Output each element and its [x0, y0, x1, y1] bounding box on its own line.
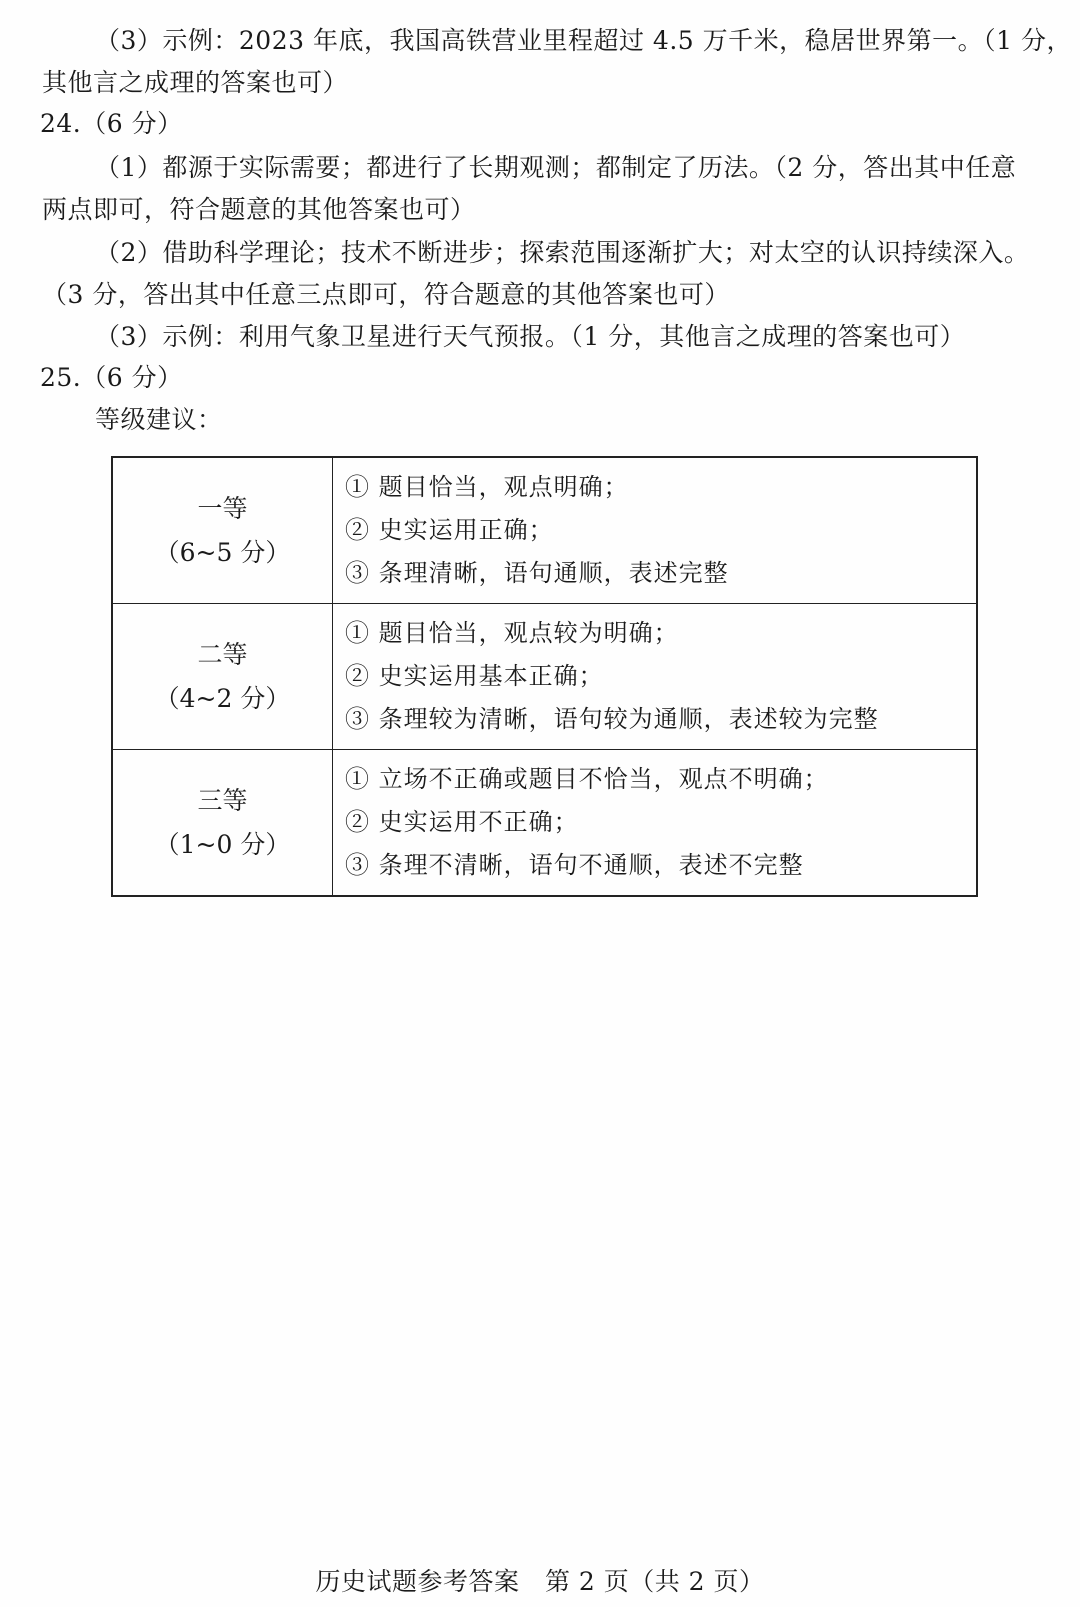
- grade-criteria-cell: [333, 604, 978, 750]
- grade-score-range: （4~2 分）: [154, 683, 291, 713]
- criterion-item: ① 题目恰当，观点明确；: [345, 473, 629, 501]
- criterion-item: ① 立场不正确或题目不恰当，观点不明确；: [345, 765, 829, 793]
- grade-row: [112, 604, 977, 750]
- grading-table: [111, 456, 978, 897]
- q24-part3-line1: （3）示例：利用气象卫星进行天气预报。（1 分，其他言之成理的答案也可）: [95, 322, 966, 351]
- q24-part2-line2: （3 分，答出其中任意三点即可，符合题意的其他答案也可）: [42, 280, 730, 309]
- grade-level-cell: [112, 457, 333, 604]
- q25-heading: 25.（6 分）: [40, 363, 183, 392]
- criterion-item: ③ 条理清晰，语句通顺，表述完整: [345, 559, 729, 587]
- criterion-item: ② 史实运用不正确；: [345, 808, 579, 836]
- criterion-item: ① 题目恰当，观点较为明确；: [345, 619, 679, 647]
- q25-subheading: 等级建议：: [95, 405, 223, 434]
- grade-row: [112, 750, 977, 897]
- grade-row: [112, 457, 977, 604]
- q24-part1-line1: （1）都源于实际需要；都进行了长期观测；都制定了历法。（2 分，答出其中任意: [95, 153, 1017, 182]
- grade-level-label: 三等: [197, 785, 248, 815]
- grade-criteria-cell: [333, 750, 978, 897]
- criterion-item: ③ 条理不清晰，语句不通顺，表述不完整: [345, 851, 804, 879]
- q24-heading: 24.（6 分）: [40, 109, 183, 138]
- q23-part3-line2: 其他言之成理的答案也可）: [42, 68, 349, 97]
- grade-level-cell: [112, 604, 333, 750]
- grade-score-range: （1~0 分）: [154, 829, 291, 859]
- criterion-item: ② 史实运用基本正确；: [345, 662, 604, 690]
- criterion-item: ② 史实运用正确；: [345, 516, 554, 544]
- grade-level-label: 一等: [197, 493, 248, 523]
- grade-criteria-cell: [333, 457, 978, 604]
- criterion-item: ③ 条理较为清晰，语句较为通顺，表述较为完整: [345, 705, 879, 733]
- q23-part3-line1: （3）示例：2023 年底，我国高铁营业里程超过 4.5 万千米，稳居世界第一。（1 分，: [95, 26, 1072, 55]
- page-footer: 历史试题参考答案 第 2 页（共 2 页）: [315, 1567, 765, 1596]
- q24-part2-line1: （2）借助科学理论；技术不断进步；探索范围逐渐扩大；对太空的认识持续深入。: [95, 238, 1030, 267]
- grade-level-label: 二等: [197, 639, 248, 669]
- q24-part1-line2: 两点即可，符合题意的其他答案也可）: [42, 195, 476, 224]
- grade-level-cell: [112, 750, 333, 897]
- grade-score-range: （6~5 分）: [154, 537, 291, 567]
